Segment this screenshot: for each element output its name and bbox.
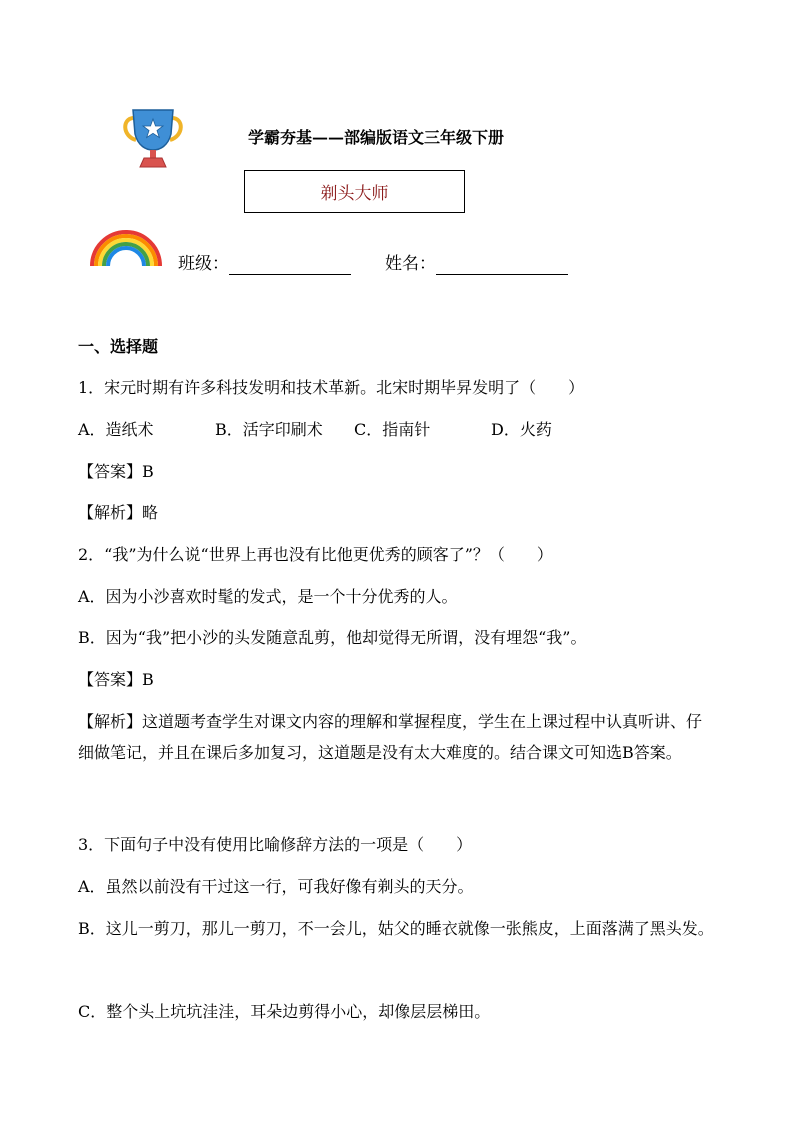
lesson-title: 剃头大师 bbox=[320, 184, 389, 204]
question-2-option-a: A．因为小沙喜欢时髦的发式，是一个十分优秀的人。 bbox=[78, 587, 458, 606]
answer-value: B bbox=[142, 670, 154, 689]
rainbow-icon bbox=[88, 226, 164, 268]
question-2-stem: 2．“我”为什么说“世界上再也没有比他更优秀的顾客了”？（ ） bbox=[78, 545, 553, 564]
name-field bbox=[385, 253, 568, 275]
section-heading: 一、选择题 bbox=[78, 337, 159, 356]
trophy-icon bbox=[120, 106, 186, 168]
question-3-stem: 3．下面句子中没有使用比喻修辞方法的一项是（ ） bbox=[78, 835, 473, 854]
answer-label: 【答案】 bbox=[78, 670, 143, 689]
question-2-option-b: B．因为“我”把小沙的头发随意乱剪，他却觉得无所谓，没有埋怨“我”。 bbox=[78, 628, 587, 647]
question-1-stem: 1．宋元时期有许多科技发明和技术革新。北宋时期毕昇发明了（ ） bbox=[78, 378, 585, 397]
lesson-title-box bbox=[244, 170, 465, 213]
class-label: 班级： bbox=[178, 254, 229, 274]
question-3-option-b: B．这儿一剪刀，那儿一剪刀，不一会儿，姑父的睡衣就像一张熊皮，上面落满了黑头发。 bbox=[78, 919, 714, 938]
analysis-text: 略 bbox=[142, 503, 159, 522]
class-field bbox=[178, 253, 351, 275]
answer-value: B bbox=[142, 462, 154, 481]
analysis-label: 【解析】 bbox=[78, 712, 143, 731]
option-c: C．指南针 bbox=[354, 420, 431, 439]
option-a: A．造纸术 bbox=[78, 420, 154, 439]
class-blank[interactable] bbox=[229, 256, 351, 275]
analysis-label: 【解析】 bbox=[78, 503, 143, 522]
question-2-answer bbox=[78, 670, 154, 690]
document-title: 学霸夯基——部编版语文三年级下册 bbox=[248, 128, 505, 147]
question-1-answer bbox=[78, 462, 154, 482]
question-3-option-c: C．整个头上坑坑洼洼，耳朵边剪得小心，却像层层梯田。 bbox=[78, 1002, 491, 1021]
option-b: B．活字印刷术 bbox=[215, 420, 323, 439]
name-blank[interactable] bbox=[436, 256, 568, 275]
analysis-text: 这道题考查学生对课文内容的理解和掌握程度，学生在上课过程中认真听讲、仔细做笔记，并且在课后多加复习，这道题是没有太大难度的。结合课文可知选B答案。 bbox=[78, 712, 703, 762]
answer-label: 【答案】 bbox=[78, 462, 143, 481]
question-2-analysis bbox=[78, 706, 718, 768]
name-label: 姓名： bbox=[385, 254, 436, 274]
question-1-analysis bbox=[78, 503, 158, 523]
question-3-option-a: A．虽然以前没有干过这一行，可我好像有剃头的天分。 bbox=[78, 877, 474, 896]
option-d: D．火药 bbox=[491, 420, 552, 439]
